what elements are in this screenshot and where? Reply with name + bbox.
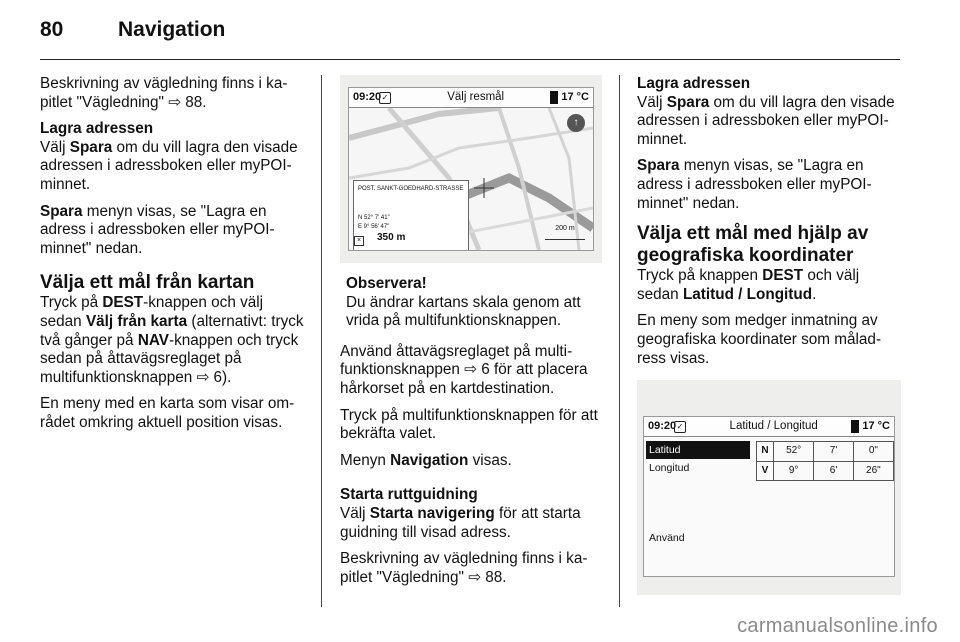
coord-menu — [646, 441, 750, 545]
page-title: Navigation — [118, 18, 226, 41]
map-menu-paragraph: En meny med en karta som visar området omkring aktuell position visas. — [40, 395, 295, 431]
coord-screen — [643, 416, 895, 577]
column-divider-2 — [619, 75, 620, 607]
close-icon: × — [354, 236, 364, 246]
intro-paragraph: Beskrivning av vägledning finns i kapitlet "Vägledning" ⇨ 88. — [40, 75, 288, 111]
popup-longitude: E 9° 56' 47" — [358, 224, 390, 230]
compass-icon: ↑ — [567, 114, 585, 132]
save-address-paragraph-2: Välj Spara om du vill lagra den visade adressen i adressboken eller myPOI-minnet. — [637, 93, 895, 148]
temperature: 17 °C — [550, 88, 589, 107]
table-row — [757, 461, 894, 481]
save-address-heading: Lagra adressen — [40, 120, 154, 138]
menu-item-longitud: Longitud — [649, 462, 690, 475]
header-rule — [40, 59, 900, 60]
navigation-menu-paragraph: Menyn Navigation visas. — [340, 451, 512, 469]
menu-item-latitud: Latitud — [646, 441, 750, 459]
crosshair-paragraph: Använd åttavägsreglaget på multifunktionsknappen ⇨ 6 för att placera hårkorset på en kartdestination. — [340, 342, 588, 397]
note-box — [346, 275, 584, 331]
column-2 — [340, 75, 602, 595]
note-text: Du ändrar kartans skala genom att vrida på multifunktionsknappen. — [346, 293, 581, 330]
table-cell: 9° — [774, 461, 814, 481]
map-screen — [348, 87, 594, 251]
map-screen-statusbar — [349, 88, 593, 108]
table-cell: 6' — [814, 461, 853, 481]
guidance-reference-paragraph: Beskrivning av vägledning finns i kapitlet "Vägledning" ⇨ 88. — [340, 550, 588, 586]
clock-icon: ✓ — [379, 92, 391, 104]
confirm-paragraph: Tryck på multifunktionsknappen för att bekräfta valet. — [340, 406, 598, 443]
coord-screen-body — [644, 437, 894, 576]
table-cell: N — [757, 442, 774, 462]
map-scale: 200 m — [545, 220, 585, 240]
distance-label: 350 m — [377, 232, 406, 244]
save-menu-paragraph: Spara menyn visas, se "Lagra en adress i adressboken eller myPOI-minnet" nedan. — [40, 202, 275, 257]
map-area — [349, 108, 593, 250]
table-cell: 7' — [814, 442, 853, 462]
geo-coordinates-paragraph: Tryck på knappen DEST och välj sedan Latitud / Longitud. — [637, 267, 860, 303]
table-cell: 0" — [853, 442, 893, 462]
screen-time: 09:20 — [648, 420, 677, 433]
map-screen-figure — [340, 75, 602, 263]
menu-item-anvand: Använd — [649, 532, 685, 545]
select-from-map-heading: Välja ett mål från kartan — [40, 272, 255, 294]
coord-screen-statusbar — [644, 417, 894, 437]
column-divider-1 — [321, 75, 322, 607]
coord-table — [756, 441, 894, 481]
popup-latitude: N 52° 7' 41" — [358, 215, 390, 221]
select-from-map-paragraph: Tryck på DEST-knappen och välj sedan Välj från karta (alternativt: tryck två gånger på NAV-knappen och tryck sedan på åttavägsreglaget på multifunktionsknappen ⇨ 6). — [40, 294, 304, 386]
note-title: Observera! — [346, 275, 427, 292]
page-header — [40, 18, 225, 54]
popup-street: POST. SANKT-GOEDHARD-STRASSE — [358, 186, 464, 192]
table-cell: 26" — [853, 461, 893, 481]
screen-title: Latitud / Longitud — [729, 420, 818, 433]
save-menu-paragraph-2: Spara menyn visas, se "Lagra en adress i adressboken eller myPOI-minnet" nedan. — [637, 157, 872, 212]
table-row — [757, 442, 894, 462]
column-3 — [637, 75, 901, 595]
thermometer-icon — [550, 91, 558, 104]
coord-screen-figure — [637, 380, 901, 595]
geo-coordinates-heading: Välja ett mål med hjälp av geografiska koordinater — [637, 223, 869, 267]
page-number: 80 — [40, 18, 64, 41]
clock-icon: ✓ — [674, 421, 686, 433]
temperature: 17 °C — [851, 417, 890, 436]
start-guidance-heading: Starta ruttguidning — [340, 486, 478, 504]
table-cell: V — [757, 461, 774, 481]
save-address-paragraph: Välj Spara om du vill lagra den visade adressen i adressboken eller myPOI-minnet. — [40, 138, 298, 193]
address-popup — [353, 180, 469, 251]
start-guidance-paragraph: Välj Starta navigering för att starta guidning till visad adress. — [340, 504, 581, 541]
thermometer-icon — [851, 420, 859, 433]
watermark: carmanualsonline.info — [737, 615, 938, 637]
screen-title: Välj resmål — [447, 91, 505, 104]
table-cell: 52° — [774, 442, 814, 462]
column-1 — [40, 75, 306, 441]
save-address-heading-2: Lagra adressen — [637, 75, 751, 92]
coordinate-menu-paragraph: En meny som medger inmatning av geografiska koordinater som måladress visas. — [637, 312, 882, 367]
screen-time: 09:20 — [353, 91, 382, 104]
